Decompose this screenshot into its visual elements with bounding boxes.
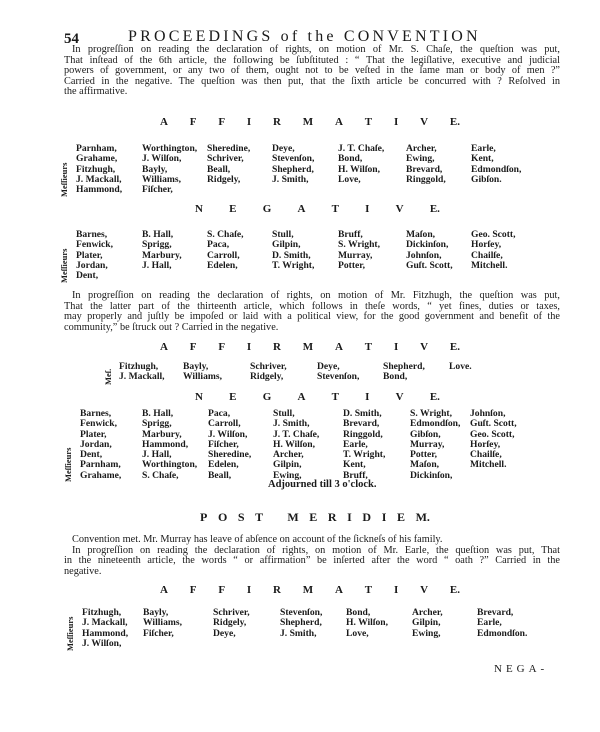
paragraph-line: the affirmative. bbox=[64, 86, 128, 98]
heading-letter: G bbox=[262, 391, 272, 403]
heading-letter: V bbox=[420, 584, 429, 596]
heading-letter: A bbox=[335, 584, 343, 596]
member-name: S. Chaſe, bbox=[207, 229, 244, 240]
vote-column bbox=[76, 230, 113, 281]
heading-letter: N bbox=[195, 391, 203, 403]
member-name: Geo. Scott, bbox=[470, 428, 515, 440]
member-name: Potter, bbox=[410, 449, 438, 461]
vote-column bbox=[272, 230, 314, 271]
member-name: Maſon, bbox=[410, 459, 440, 471]
member-name: Ridgely, bbox=[250, 371, 284, 383]
vote-column bbox=[76, 144, 122, 195]
paragraph-line: community,” be ſtruck out ? Carried in the negative. bbox=[64, 321, 279, 333]
heading-letter: I bbox=[381, 510, 387, 524]
vote-column bbox=[142, 230, 182, 271]
heading-letter: E bbox=[396, 510, 405, 524]
member-name: J. Mackall, bbox=[76, 173, 122, 185]
member-name: Brevard, bbox=[477, 607, 514, 618]
member-name: Mitchell. bbox=[470, 459, 507, 471]
vote1-affirmative-list bbox=[0, 144, 600, 199]
member-name: Beall, bbox=[208, 469, 232, 481]
member-name: Edmondſon, bbox=[410, 418, 461, 430]
member-name: Stull, bbox=[272, 229, 294, 240]
member-name: Chailſe, bbox=[471, 249, 503, 261]
member-name: Fitzhugh, bbox=[119, 361, 159, 372]
member-name: Schriver, bbox=[250, 361, 287, 372]
member-name: Gibſon, bbox=[410, 428, 441, 440]
vote-column bbox=[143, 608, 182, 639]
heading-letter: A bbox=[160, 584, 168, 596]
member-name: Ridgely, bbox=[207, 173, 241, 185]
heading-letter: P bbox=[200, 510, 208, 524]
paragraph-line: powers of government, or any two of them, ought not to be veſted in the ſame man or body of men ?” bbox=[64, 65, 560, 77]
vote-column bbox=[449, 362, 472, 372]
vote1-negative-list bbox=[0, 230, 600, 285]
member-name: Archer, bbox=[406, 143, 437, 154]
member-name: Bruff, bbox=[343, 469, 368, 481]
heading-letter: T bbox=[331, 203, 339, 215]
member-name: Barnes, bbox=[80, 408, 112, 419]
member-name: Hammond, bbox=[82, 627, 129, 639]
vote-column bbox=[471, 144, 521, 185]
member-name: J. T. Chaſe, bbox=[338, 143, 385, 154]
member-name: Ewing, bbox=[406, 153, 435, 165]
vote-column bbox=[208, 409, 251, 481]
heading-letter: I bbox=[347, 510, 352, 524]
member-name: Bayly, bbox=[183, 361, 209, 372]
vote1-affirmative-heading bbox=[160, 116, 460, 128]
paragraph-line: may properly and juſtly be impoſed or laid with a political view, for the good government and benefit of the bbox=[64, 311, 560, 323]
member-name: B. Hall, bbox=[142, 229, 174, 240]
member-name: Marbury, bbox=[142, 428, 182, 440]
member-name: Gilpin, bbox=[273, 459, 302, 471]
heading-letter: A bbox=[335, 341, 343, 353]
vote2-negative-heading bbox=[195, 391, 440, 403]
heading-letter: V bbox=[395, 203, 404, 215]
heading-letter: A bbox=[160, 116, 168, 128]
member-name: Kent, bbox=[343, 459, 366, 471]
member-name: Gilpin, bbox=[272, 239, 301, 251]
member-name: Williams, bbox=[142, 173, 182, 185]
member-name: Guſt. Scott, bbox=[470, 418, 517, 430]
vote-column bbox=[343, 409, 385, 481]
member-name: J. Wilſon, bbox=[142, 153, 182, 165]
member-name: Fiſcher, bbox=[143, 627, 174, 639]
heading-letter: I bbox=[246, 584, 252, 596]
member-name: T. Wright, bbox=[343, 449, 386, 461]
member-name: Worthington, bbox=[142, 459, 198, 471]
member-name: J. Smith, bbox=[273, 418, 310, 430]
vote3-affirmative-heading bbox=[160, 584, 460, 596]
member-name: Brevard, bbox=[406, 163, 443, 175]
member-name: Parnham, bbox=[80, 459, 121, 471]
paragraph-line: In progreſſion on reading the declaration of rights, on motion of Mr. S. Chaſe, the queſtion was put, bbox=[72, 44, 560, 55]
member-name: J. Wilſon, bbox=[208, 428, 248, 440]
vote-column bbox=[82, 608, 128, 649]
heading-letter: M bbox=[302, 116, 314, 128]
member-name: Sprigg, bbox=[142, 239, 172, 251]
heading-letter: F bbox=[218, 584, 226, 596]
member-name: Williams, bbox=[183, 371, 223, 383]
heading-letter: R bbox=[273, 341, 281, 353]
member-name: Schriver, bbox=[213, 607, 250, 618]
member-name: H. Wilſon, bbox=[273, 438, 316, 450]
vote-column bbox=[142, 409, 197, 481]
heading-letter: E. bbox=[429, 203, 440, 215]
member-name: Parnham, bbox=[76, 143, 117, 154]
member-name: Edmondſon, bbox=[471, 163, 522, 175]
paragraph-line: That inſtead of the 6th article, the following be ſubſtituted : “ That the legiſlative, executive and judicial bbox=[64, 54, 560, 66]
heading-letter: T bbox=[331, 391, 339, 403]
paragraph-line: In progreſſion on reading the declaration of rights, on motion of Mr. Fitzhugh, the queſtion was put, bbox=[72, 290, 560, 301]
member-name: Plater, bbox=[80, 428, 107, 440]
member-name: Maſon, bbox=[406, 229, 436, 240]
heading-letter: M bbox=[302, 584, 314, 596]
member-name: Love. bbox=[449, 361, 472, 372]
member-name: Brevard, bbox=[343, 418, 380, 430]
member-name: Fenwick, bbox=[80, 418, 118, 430]
vote-column bbox=[383, 362, 425, 383]
member-name: Ewing, bbox=[412, 627, 441, 639]
member-name: Earle, bbox=[477, 617, 502, 629]
member-name: Love, bbox=[346, 627, 369, 639]
member-name: T. Wright, bbox=[272, 259, 315, 271]
heading-letter: I bbox=[393, 584, 399, 596]
paragraph-line: That the latter part of the thirteenth article, which follows in theſe words, “ yet fines, duties or taxes, bbox=[64, 300, 560, 312]
member-name: S. Chaſe, bbox=[142, 469, 179, 481]
vote-column bbox=[207, 230, 244, 271]
member-name: Plater, bbox=[76, 249, 103, 261]
heading-letter: T bbox=[255, 510, 264, 524]
member-name: Carroll, bbox=[208, 418, 241, 430]
member-name: J. Wilſon, bbox=[82, 637, 122, 649]
heading-letter: V bbox=[420, 116, 429, 128]
paragraph-line: Carried in the negative. The queſtion was then put, that the ſixth article be concurred with ? Reſolved in bbox=[64, 75, 560, 87]
member-name: Worthington, bbox=[142, 143, 198, 154]
heading-letter: T bbox=[364, 341, 373, 353]
vote-column bbox=[412, 608, 443, 639]
member-name: Fiſcher, bbox=[142, 184, 173, 196]
heading-letter bbox=[274, 510, 277, 525]
member-name: Edelen, bbox=[208, 459, 239, 471]
heading-letter: I bbox=[246, 116, 252, 128]
heading-letter: E. bbox=[429, 391, 440, 403]
paragraph-chase-motion bbox=[64, 45, 560, 98]
member-name: J. Smith, bbox=[280, 627, 317, 639]
heading-letter: E. bbox=[449, 584, 460, 596]
member-name: Bruff, bbox=[338, 229, 363, 240]
heading-letter: T bbox=[364, 116, 373, 128]
adjourned-note: Adjourned till 3 o'clock. bbox=[268, 479, 377, 490]
member-name: Jordan, bbox=[80, 438, 112, 450]
member-name: Shepherd, bbox=[383, 361, 425, 372]
member-name: Ewing, bbox=[273, 469, 302, 481]
messieurs-label: Meſſieurs bbox=[63, 447, 73, 482]
member-name: Shepherd, bbox=[280, 617, 322, 629]
heading-letter: A bbox=[160, 341, 168, 353]
heading-letter: E. bbox=[449, 341, 460, 353]
heading-letter: I bbox=[365, 391, 370, 403]
member-name: Dickinſon, bbox=[410, 469, 453, 481]
messieurs-label: Meſſieurs bbox=[65, 616, 75, 651]
heading-letter: I bbox=[393, 116, 399, 128]
member-name: S. Wright, bbox=[338, 239, 381, 251]
vote-column bbox=[346, 608, 388, 639]
heading-letter: F bbox=[189, 584, 197, 596]
heading-letter: G bbox=[262, 203, 272, 215]
member-name: Johnſon, bbox=[406, 249, 442, 261]
messieurs-label: Meſſieurs bbox=[59, 248, 69, 283]
member-name: Dickinſon, bbox=[406, 239, 449, 251]
member-name: Fitzhugh, bbox=[82, 607, 122, 618]
member-name: Mitchell. bbox=[471, 259, 508, 271]
member-name: Edmondſon. bbox=[477, 627, 528, 639]
catchword: NEGA- bbox=[494, 663, 549, 675]
member-name: Stevenſon, bbox=[317, 371, 360, 383]
vote-column bbox=[338, 230, 380, 271]
member-name: H. Wilſon, bbox=[346, 617, 389, 629]
page-title: PROCEEDINGS of the CONVENTION bbox=[128, 28, 481, 45]
member-name: Fiſcher, bbox=[208, 438, 239, 450]
member-name: Love, bbox=[338, 173, 361, 185]
member-name: Murray, bbox=[338, 249, 373, 261]
heading-letter: R bbox=[273, 584, 281, 596]
vote3-affirmative-list bbox=[0, 608, 600, 653]
member-name: Ridgely, bbox=[213, 617, 247, 629]
vote-column bbox=[338, 144, 384, 185]
member-name: Sheredine, bbox=[207, 143, 251, 154]
vote-column bbox=[410, 409, 460, 481]
member-name: D. Smith, bbox=[343, 408, 382, 419]
vote-column bbox=[250, 362, 287, 383]
vote-column bbox=[142, 144, 197, 195]
paragraph-fitzhugh-motion bbox=[64, 291, 560, 333]
member-name: Fitzhugh, bbox=[76, 163, 116, 175]
vote-column bbox=[406, 230, 453, 271]
vote-column bbox=[273, 409, 319, 481]
member-name: Grahame, bbox=[80, 469, 122, 481]
member-name: Ringgold, bbox=[343, 428, 383, 440]
member-name: Hammond, bbox=[76, 184, 123, 196]
messieurs-label: Meſ. bbox=[103, 368, 113, 385]
vote2-negative-list bbox=[0, 409, 600, 484]
member-name: Schriver, bbox=[207, 153, 244, 165]
member-name: Dent, bbox=[76, 270, 99, 282]
member-name: Bond, bbox=[383, 371, 408, 383]
vote-column bbox=[207, 144, 250, 185]
member-name: Gilpin, bbox=[412, 617, 441, 629]
member-name: Stevenſon, bbox=[272, 153, 315, 165]
heading-letter: A bbox=[335, 116, 343, 128]
heading-letter: V bbox=[420, 341, 429, 353]
member-name: Archer, bbox=[273, 449, 304, 461]
paragraph-line: in the nineteenth article, the words “ or affirmation” be inſerted after the word “ oath ?” Carried in the bbox=[64, 555, 560, 567]
heading-letter: T bbox=[364, 584, 373, 596]
heading-letter: E. bbox=[449, 116, 460, 128]
member-name: Sheredine, bbox=[208, 449, 252, 461]
member-name: Sprigg, bbox=[142, 418, 172, 430]
member-name: Stevenſon, bbox=[280, 607, 323, 618]
vote-column bbox=[406, 144, 446, 185]
member-name: Guſt. Scott, bbox=[406, 259, 453, 271]
member-name: Williams, bbox=[143, 617, 183, 629]
vote-column bbox=[272, 144, 314, 185]
vote-column bbox=[119, 362, 165, 383]
member-name: J. T. Chaſe, bbox=[273, 428, 320, 440]
member-name: J. Hall, bbox=[142, 259, 172, 271]
heading-letter: E bbox=[309, 510, 318, 524]
paragraph-earle-motion bbox=[64, 535, 560, 577]
member-name: J. Smith, bbox=[272, 173, 309, 185]
messieurs-label: Meſſieurs bbox=[59, 162, 69, 197]
vote-column bbox=[477, 608, 527, 639]
member-name: J. Mackall, bbox=[82, 617, 128, 629]
member-name: D. Smith, bbox=[272, 249, 311, 261]
heading-letter: E bbox=[229, 391, 237, 403]
paragraph-line: Convention met. Mr. Murray has leave of abſence on account of the ſickneſs of his family. bbox=[72, 534, 443, 545]
heading-letter: I bbox=[246, 341, 252, 353]
member-name: Horſey, bbox=[470, 438, 501, 450]
member-name: Shepherd, bbox=[272, 163, 314, 175]
heading-letter: A bbox=[297, 391, 306, 403]
member-name: Paca, bbox=[208, 408, 231, 419]
member-name: Earle, bbox=[471, 143, 496, 154]
member-name: Bond, bbox=[346, 607, 371, 618]
heading-letter: I bbox=[393, 341, 399, 353]
member-name: J. Hall, bbox=[142, 449, 172, 461]
member-name: Beall, bbox=[207, 163, 231, 175]
vote-column bbox=[80, 409, 121, 481]
member-name: Chailſe, bbox=[470, 449, 502, 461]
member-name: Deye, bbox=[213, 627, 236, 639]
heading-letter: R bbox=[327, 510, 337, 524]
vote-column bbox=[280, 608, 322, 639]
vote-column bbox=[471, 230, 516, 271]
heading-letter: M. bbox=[415, 510, 430, 524]
heading-letter: F bbox=[189, 341, 197, 353]
heading-letter: R bbox=[273, 116, 281, 128]
paragraph-line: negative. bbox=[64, 565, 102, 577]
vote2-affirmative-heading bbox=[160, 341, 460, 353]
member-name: Carroll, bbox=[207, 249, 240, 261]
member-name: Horſey, bbox=[471, 239, 502, 251]
member-name: Bayly, bbox=[143, 607, 169, 618]
member-name: Geo. Scott, bbox=[471, 229, 516, 240]
heading-letter: D bbox=[362, 510, 372, 524]
heading-letter: S bbox=[237, 510, 245, 524]
member-name: Grahame, bbox=[76, 153, 118, 165]
member-name: Jordan, bbox=[76, 259, 108, 271]
member-name: Marbury, bbox=[142, 249, 182, 261]
member-name: Archer, bbox=[412, 607, 443, 618]
heading-letter: M bbox=[287, 510, 299, 524]
member-name: Hammond, bbox=[142, 438, 189, 450]
member-name: Murray, bbox=[410, 438, 445, 450]
heading-letter: O bbox=[217, 510, 228, 524]
member-name: Deye, bbox=[272, 143, 295, 154]
member-name: Paca, bbox=[207, 239, 230, 251]
page-number: 54 bbox=[64, 31, 79, 47]
member-name: Bond, bbox=[338, 153, 363, 165]
heading-letter: F bbox=[218, 341, 226, 353]
member-name: Edelen, bbox=[207, 259, 238, 271]
vote1-negative-heading bbox=[195, 203, 440, 215]
member-name: Deye, bbox=[317, 361, 340, 372]
heading-letter: M bbox=[302, 341, 314, 353]
heading-letter: F bbox=[218, 116, 226, 128]
member-name: Fenwick, bbox=[76, 239, 114, 251]
member-name: B. Hall, bbox=[142, 408, 174, 419]
member-name: Stull, bbox=[273, 408, 295, 419]
vote-column bbox=[317, 362, 359, 383]
member-name: Dent, bbox=[80, 449, 103, 461]
member-name: S. Wright, bbox=[410, 408, 453, 419]
member-name: J. Mackall, bbox=[119, 371, 165, 383]
heading-letter: F bbox=[189, 116, 197, 128]
heading-letter: E bbox=[229, 203, 237, 215]
paragraph-line: In progreſſion on reading the declaration of rights, on motion of Mr. Earle, the queſtion was put, That bbox=[72, 544, 560, 556]
member-name: Potter, bbox=[338, 259, 366, 271]
member-name: Barnes, bbox=[76, 229, 108, 240]
vote2-affirmative-list bbox=[0, 362, 600, 387]
heading-letter: I bbox=[365, 203, 370, 215]
post-meridiem-heading bbox=[200, 510, 430, 525]
member-name: Gibſon. bbox=[471, 173, 502, 185]
vote-column bbox=[470, 409, 517, 471]
heading-letter: V bbox=[395, 391, 404, 403]
vote-column bbox=[183, 362, 222, 383]
member-name: Bayly, bbox=[142, 163, 168, 175]
member-name: Ringgold, bbox=[406, 173, 446, 185]
vote-column bbox=[213, 608, 250, 639]
member-name: Johnſon, bbox=[470, 408, 506, 419]
member-name: H. Wilſon, bbox=[338, 163, 381, 175]
heading-letter: A bbox=[297, 203, 306, 215]
heading-letter: N bbox=[195, 203, 203, 215]
member-name: Earle, bbox=[343, 438, 368, 450]
member-name: Kent, bbox=[471, 153, 494, 165]
